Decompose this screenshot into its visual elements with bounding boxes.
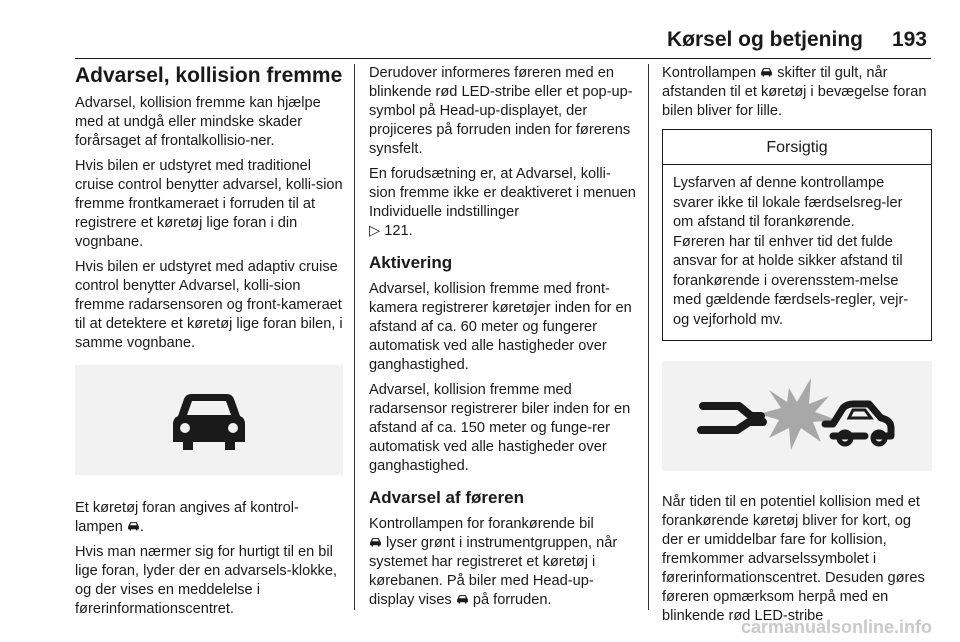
paragraph xyxy=(662,64,932,121)
section-title: Kørsel og betjening xyxy=(666,28,863,51)
vehicle-ahead-icon xyxy=(127,520,140,532)
watermark: carmanualsonline.info xyxy=(740,617,932,637)
vehicle-ahead-icon xyxy=(760,66,773,78)
column-1 xyxy=(75,64,343,625)
paragraph: Derudover informeres føreren med en blinkende rød LED-stribe eller et pop-up-symbol på Head-up-displayet, der projiceres på forruden inden for førerens synsfelt. xyxy=(369,65,633,157)
paragraph xyxy=(369,165,637,241)
caution-paragraph: Føreren har til enhver tid det fulde ansvar for at holde sikker afstand til forankørende i overensstem-melse med gældende færdsels-regler, vejr- og vejforhold mv. xyxy=(673,233,909,328)
caution-paragraph: Lysfarven af denne kontrollampe svarer ikke til lokale færdselsreg-ler om afstand til forankørende. xyxy=(673,175,903,230)
vehicle-ahead-icon xyxy=(369,536,382,548)
paragraph: Når tiden til en potentiel kollision med et forankørende køretøj bliver for kort, og der er umiddelbar fare for kollision, fremkommer advarselssymbolet i førerinformationscentret. Desuden gøres føreren opmærksom herpå med en blinkende rød LED-stribe xyxy=(662,494,925,624)
vehicle-ahead-icon xyxy=(169,380,249,460)
page-reference: ▷ 121. xyxy=(369,223,413,239)
vehicle-ahead-figure xyxy=(75,365,343,475)
page-number: 193 xyxy=(891,28,927,51)
heading-forward-collision-alert: Advarsel, kollision fremme xyxy=(75,64,343,87)
paragraph: Advarsel, kollision fremme kan hjælpe med at undgå eller mindske skader forårsaget af frontalkollisio-ner. xyxy=(75,95,321,149)
caution-body xyxy=(663,165,931,340)
collision-warning-figure xyxy=(662,361,932,471)
text-span: Kontrollampen xyxy=(662,65,761,81)
column-2 xyxy=(369,64,637,616)
collision-warning-icon xyxy=(697,366,897,466)
heading-driver-alert: Advarsel af føreren xyxy=(369,488,524,507)
text-span: . xyxy=(139,519,144,535)
text-span: Kontrollampen for forankørende bil xyxy=(369,516,594,532)
text-span: på forruden. xyxy=(468,592,552,608)
paragraph: Hvis bilen er udstyret med traditionel cruise control benytter advarsel, kolli-sion fremme frontkameraet i forruden til at registrere et køretøj lige foran i din vognbane. xyxy=(75,158,343,250)
text-span: En forudsætning er, at Advarsel, kolli-sion fremme ikke er deaktiveret i menuen Individuelle indstillinger xyxy=(369,166,636,220)
paragraph: Hvis man nærmer sig for hurtigt til en bil lige foran, lyder der en advarsels-klokke, og der vises en meddelelse i førerinformationscentret. xyxy=(75,544,338,617)
header-rule xyxy=(75,58,931,59)
heading-activation: Aktivering xyxy=(369,253,453,272)
caution-box xyxy=(662,129,932,341)
column-divider xyxy=(648,64,649,610)
paragraph: Hvis bilen er udstyret med adaptiv cruise control benytter Advarsel, kolli-sion fremme radarsensoren og front-kameraet til at detektere et køretøj lige foran bilen, i samme vognbane. xyxy=(75,259,343,351)
paragraph xyxy=(75,499,343,537)
column-3 xyxy=(662,64,932,632)
vehicle-ahead-icon xyxy=(456,593,469,605)
paragraph: Advarsel, kollision fremme med radarsensor registrerer biler inden for en afstand af ca. 150 meter og funge-rer automatisk ved alle hastigheder over ganghastighed. xyxy=(369,382,631,474)
text-span: skifter til gult, når afstanden til et køretøj i bevægelse foran bilen bliver for lille. xyxy=(662,65,927,119)
caution-title: Forsigtig xyxy=(663,130,931,165)
paragraph xyxy=(369,515,637,610)
text-span: lyser grønt i instrumentgruppen, når systemet har registreret et køretøj i kørebanen. På biler med Head-up-display vises xyxy=(369,535,618,608)
page-header xyxy=(75,26,931,56)
column-divider xyxy=(354,64,355,610)
paragraph: Advarsel, kollision fremme med front-kamera registrerer køretøjer inden for en afstand af ca. 60 meter og fungerer automatisk ved alle hastigheder over ganghastighed. xyxy=(369,281,632,373)
text-span: Et køretøj foran angives af kontrol-lampen xyxy=(75,500,299,535)
